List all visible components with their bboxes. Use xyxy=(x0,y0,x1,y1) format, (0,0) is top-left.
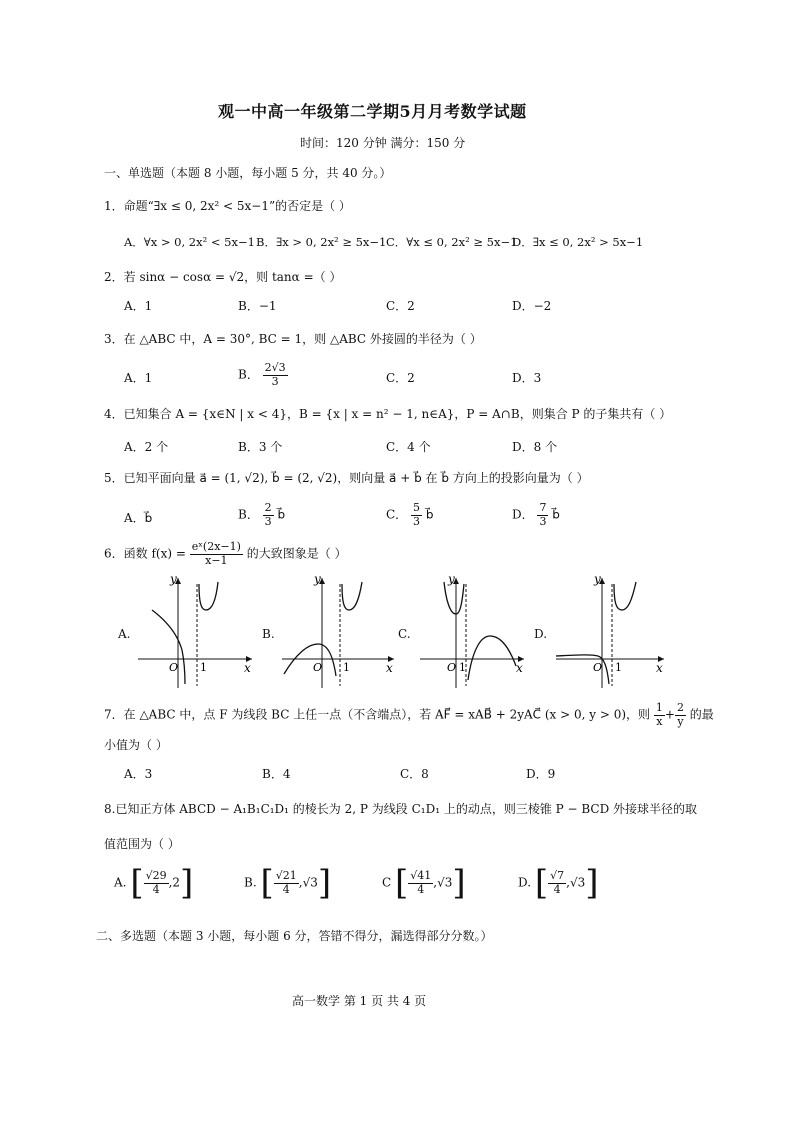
fraction xyxy=(144,870,169,896)
option-d xyxy=(512,502,560,528)
option-b: B．4 xyxy=(262,767,291,781)
fraction-numerator: eˣ(2x−1) xyxy=(191,540,241,553)
left-bracket: [ xyxy=(534,863,549,903)
option-b xyxy=(244,863,332,903)
fraction xyxy=(408,870,433,896)
stem-suffix: 的大致图象是（ ） xyxy=(246,546,347,561)
right-bracket: ] xyxy=(180,863,194,903)
right-bracket: ] xyxy=(317,863,332,903)
option-label: C． xyxy=(386,507,408,522)
option-label: B. xyxy=(244,875,257,890)
origin-label: O xyxy=(313,661,323,674)
fraction xyxy=(537,502,548,528)
option-b: B．∃x > 0, 2x² ≥ 5x−1 xyxy=(256,235,387,249)
fraction-denominator: 3 xyxy=(539,514,547,528)
option-b xyxy=(238,362,288,388)
fraction-denominator: 4 xyxy=(417,882,425,896)
y-label: y xyxy=(314,572,321,586)
stem-text: 7．在 △ABC 中，点 F 为线段 BC 上任一点（不含端点），若 AF⃗ = xAB⃗ + 2yAC⃗ (x > 0, y > 0)，则 xyxy=(104,707,651,722)
curve-right xyxy=(199,582,218,610)
interval-right: ,√3 xyxy=(298,875,318,890)
graph-option-c xyxy=(416,570,528,690)
option-a: A．b⃗ xyxy=(124,511,153,525)
fraction-denominator: 3 xyxy=(264,514,272,528)
fraction xyxy=(654,702,665,728)
fraction xyxy=(263,502,274,528)
option-d: D．8 个 xyxy=(512,440,558,454)
option-label: C xyxy=(382,875,392,890)
section-heading-single: 一、单选题（本题 8 小题，每小题 5 分，共 40 分。） xyxy=(104,166,392,180)
stem-prefix: 6．函数 f(x) = xyxy=(104,546,186,561)
x-label: x xyxy=(516,661,523,675)
plus-sign: + xyxy=(664,707,675,722)
question-stem-line1: 8.已知正方体 ABCD − A₁B₁C₁D₁ 的棱长为 2, P 为线段 C₁D₁ 上的动点，则三棱锥 P − BCD 外接球半径的取 xyxy=(104,802,698,816)
option-label: B． xyxy=(238,507,259,522)
vector-b: b⃗ xyxy=(277,507,286,522)
function-fraction xyxy=(190,541,243,567)
fraction-denominator: y xyxy=(677,714,684,728)
curve-left xyxy=(284,644,336,676)
option-label: B． xyxy=(238,367,259,382)
fraction-numerator: √21 xyxy=(275,868,297,882)
fraction-numerator: 1 xyxy=(655,701,663,714)
fraction-denominator: 3 xyxy=(413,514,421,528)
question-stem xyxy=(104,541,347,567)
section-heading-multi: 二、多选题（本题 3 小题，每小题 6 分，答错不得分，漏选得部分分数。） xyxy=(96,929,493,943)
fraction-denominator: x−1 xyxy=(205,553,228,567)
question-stem: 5．已知平面向量 a⃗ = (1, √2), b⃗ = (2, √2)，则向量 a⃗ + b⃗ 在 b⃗ 方向上的投影向量为（ ） xyxy=(104,471,589,485)
option-c xyxy=(382,863,466,903)
stem-tail: 的最 xyxy=(689,707,714,722)
option-d: D．∃x ≤ 0, 2x² > 5x−1 xyxy=(512,235,644,249)
option-label: D． xyxy=(512,507,534,522)
y-label: y xyxy=(594,572,601,586)
option-a: A．2 个 xyxy=(124,440,169,454)
interval-right: ,2 xyxy=(168,875,181,890)
option-c: C．2 xyxy=(386,371,415,385)
option-label: A. xyxy=(114,875,127,890)
question-stem-line2: 值范围为（ ） xyxy=(104,837,180,851)
option-c: C．2 xyxy=(386,299,415,313)
fraction-denominator: 4 xyxy=(152,882,160,896)
question-stem: 2．若 sinα − cosα = √2，则 tanα =（ ） xyxy=(104,270,342,284)
left-bracket: [ xyxy=(395,863,409,903)
x-label: x xyxy=(244,661,251,675)
option-c: C．8 xyxy=(400,767,429,781)
graph-option-d xyxy=(552,570,668,690)
interval-right: ,√3 xyxy=(566,875,586,890)
fraction-numerator: √29 xyxy=(145,868,167,882)
fraction-denominator: 4 xyxy=(553,882,561,896)
fraction-denominator: 4 xyxy=(282,882,290,896)
option-a: A．3 xyxy=(124,767,153,781)
origin-label: O xyxy=(593,661,603,674)
option-c: C．4 个 xyxy=(386,440,431,454)
option-d: D．−2 xyxy=(512,299,552,313)
option-b: B．−1 xyxy=(238,299,277,313)
interval-right: ,√3 xyxy=(433,875,453,890)
fraction-numerator: 5 xyxy=(413,501,421,514)
option-a-label: A. xyxy=(118,627,131,641)
page-title: 观一中高一年级第二学期5月月考数学试题 xyxy=(218,102,527,121)
option-a: A．∀x > 0, 2x² < 5x−1 xyxy=(124,235,255,249)
curve-left xyxy=(444,582,464,614)
option-a: A．1 xyxy=(124,299,153,313)
one-label: 1 xyxy=(200,661,207,674)
question-stem-line2: 小值为（ ） xyxy=(104,738,168,752)
origin-label: O xyxy=(169,661,179,674)
one-label: 1 xyxy=(615,661,622,674)
fraction xyxy=(274,870,299,896)
graph-option-a xyxy=(134,570,256,690)
question-stem-line1 xyxy=(104,702,714,728)
x-label: x xyxy=(386,661,393,675)
option-b xyxy=(238,502,285,528)
vector-b: b⃗ xyxy=(425,507,434,522)
option-d: D．9 xyxy=(526,767,556,781)
one-label: 1 xyxy=(343,661,350,674)
y-label: y xyxy=(448,572,455,586)
fraction xyxy=(548,870,566,896)
origin-label: O xyxy=(447,661,457,674)
y-label: y xyxy=(170,572,177,586)
option-c: C．∀x ≤ 0, 2x² ≥ 5x−1 xyxy=(386,235,518,249)
curve-right xyxy=(614,582,636,610)
fraction xyxy=(411,502,422,528)
option-b: B．3 个 xyxy=(238,440,283,454)
option-d xyxy=(518,863,599,903)
page-footer: 高一数学 第 1 页 共 4 页 xyxy=(292,994,427,1008)
fraction-numerator: 2 xyxy=(676,701,684,714)
exam-meta: 时间：120 分钟 满分：150 分 xyxy=(300,136,466,150)
option-c-label: C. xyxy=(398,627,411,641)
option-label: D. xyxy=(518,875,532,890)
option-a: A．1 xyxy=(124,371,153,385)
question-stem: 4．已知集合 A = {x∈N | x < 4}，B = {x | x = n² − 1, n∈A}，P = A∩B，则集合 P 的子集共有（ ） xyxy=(104,407,672,421)
option-d-label: D. xyxy=(534,627,548,641)
fraction xyxy=(263,362,288,388)
fraction-denominator: x xyxy=(656,714,663,728)
vector-b: b⃗ xyxy=(552,507,560,522)
option-b-label: B. xyxy=(262,627,275,641)
fraction-numerator: 2√3 xyxy=(264,361,286,374)
option-d: D．3 xyxy=(512,371,542,385)
curve-right xyxy=(468,636,516,680)
x-label: x xyxy=(656,661,663,675)
curve-right xyxy=(342,582,362,610)
one-label: 1 xyxy=(459,661,466,674)
fraction-numerator: 7 xyxy=(539,501,547,514)
fraction xyxy=(675,702,686,728)
fraction-numerator: √7 xyxy=(550,868,565,882)
left-bracket: [ xyxy=(260,863,274,903)
fraction-numerator: 2 xyxy=(264,501,272,514)
graph-option-b xyxy=(278,570,398,690)
fraction-numerator: √41 xyxy=(410,868,432,882)
option-c xyxy=(386,502,433,528)
right-bracket: ] xyxy=(585,863,599,903)
left-bracket: [ xyxy=(130,863,144,903)
question-stem: 3．在 △ABC 中，A = 30°, BC = 1，则 △ABC 外接圆的半径为（ ） xyxy=(104,332,482,346)
right-bracket: ] xyxy=(452,863,466,903)
fraction-denominator: 3 xyxy=(271,374,279,388)
question-stem: 1．命题“∃x ≤ 0, 2x² < 5x−1”的否定是（ ） xyxy=(104,199,351,213)
option-a xyxy=(114,863,194,903)
